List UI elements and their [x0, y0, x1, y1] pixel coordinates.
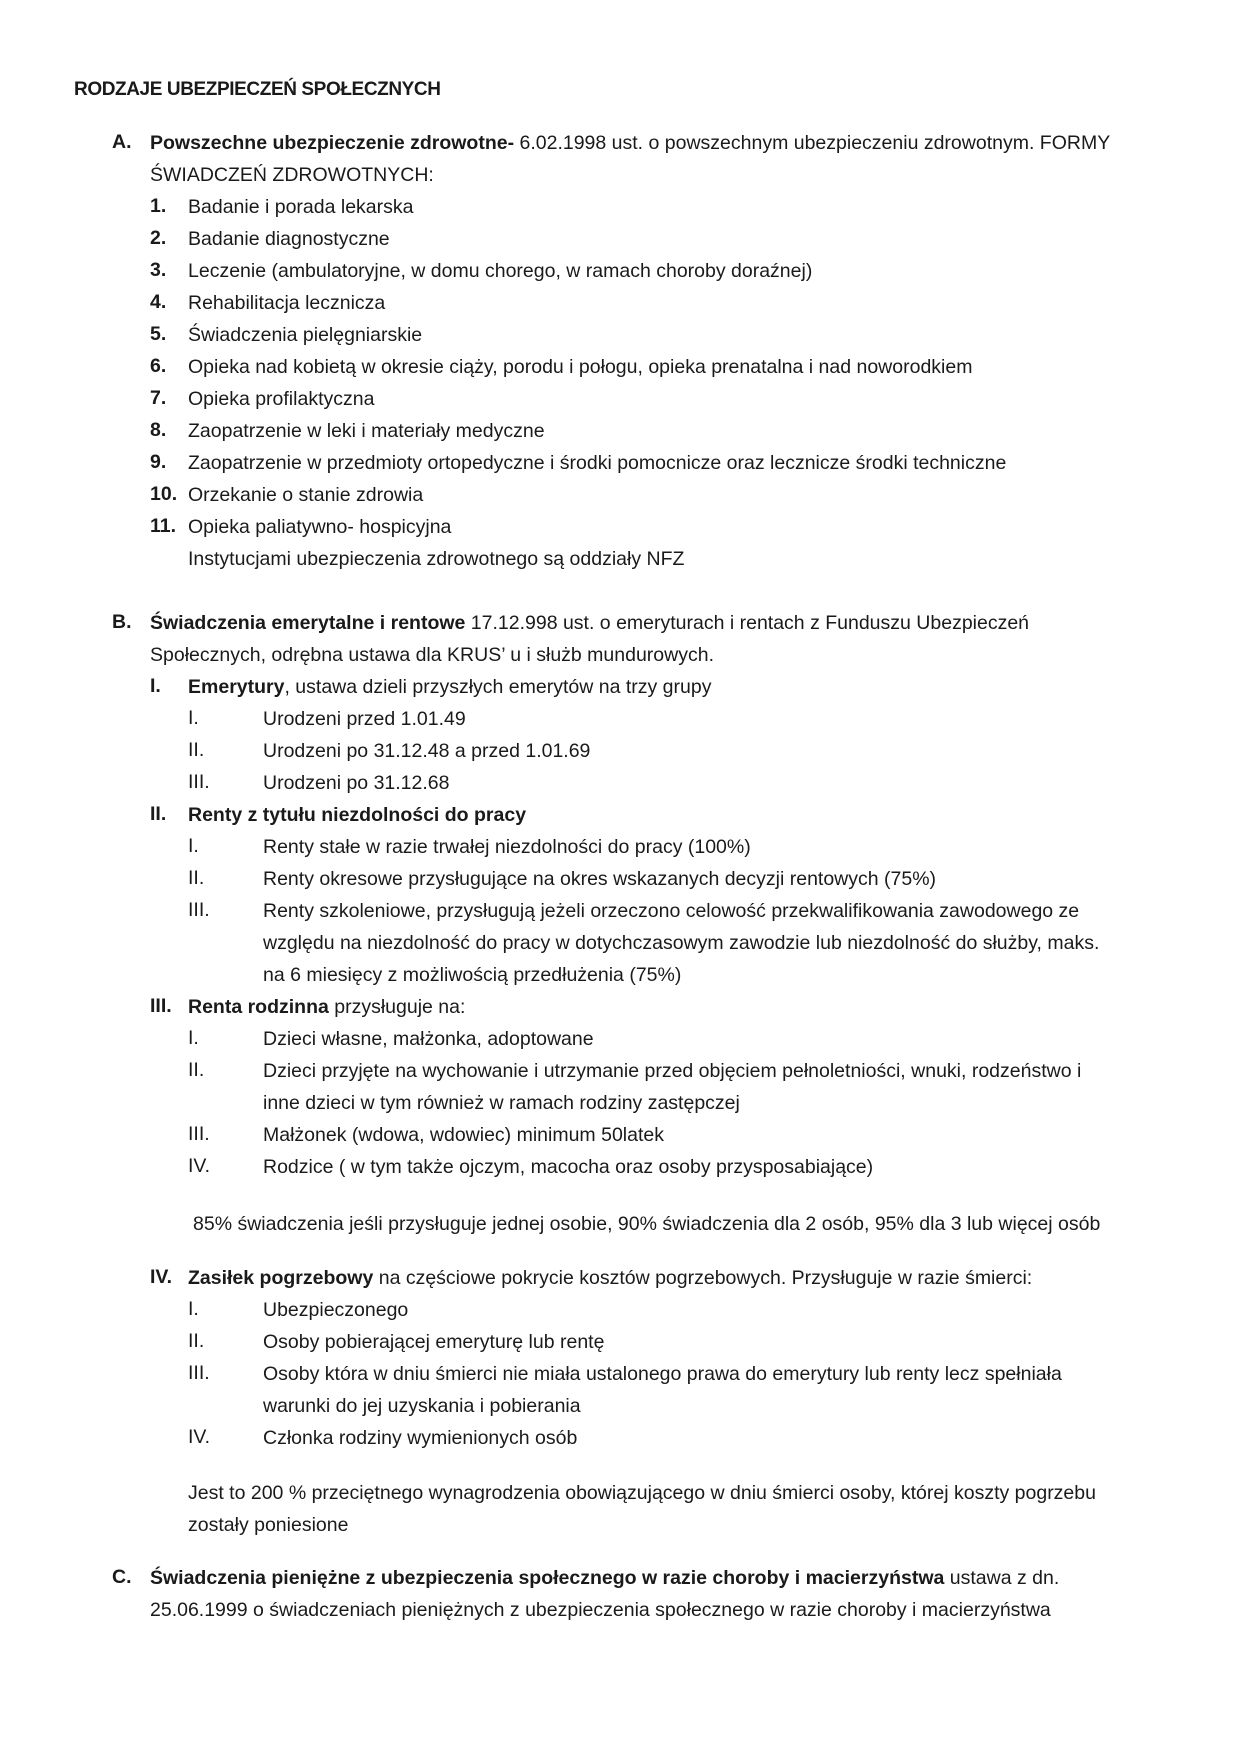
- a-item-2-text: Badanie diagnostyczne: [188, 228, 390, 250]
- a-item-9-text: Zaopatrzenie w przedmioty ortopedyczne i środki pomocnicze oraz lecznicze środki techniczne: [188, 452, 1007, 474]
- b-sub3-item-1-text: Dzieci własne, małżonka, adoptowane: [263, 1028, 594, 1050]
- b-sub4-item-2-text: Osoby pobierającej emeryturę lub rentę: [263, 1331, 605, 1353]
- section-b-text1: 17.12.998 ust. o emeryturach i rentach z Funduszu Ubezpieczeń: [465, 612, 1030, 634]
- section-a-note: Instytucjami ubezpieczenia zdrowotnego są oddziały NFZ: [188, 548, 685, 570]
- a-item-7-text: Opieka profilaktyczna: [188, 388, 375, 410]
- section-b-heading: Świadczenia emerytalne i rentowe: [150, 612, 466, 634]
- b-sub2-heading: Renty z tytułu niezdolności do pracy: [188, 804, 527, 826]
- b-sub4-item-1-number: I.: [188, 1298, 199, 1320]
- b-sub4-item-3-text1: Osoby która w dniu śmierci nie miała ustalonego prawa do emerytury lub renty lecz spełniała: [263, 1363, 1062, 1385]
- a-item-5-text: Świadczenia pielęgniarskie: [188, 324, 423, 346]
- section-b-label: B.: [112, 611, 132, 633]
- b-sub4-item-4-text: Członka rodziny wymienionych osób: [263, 1427, 578, 1449]
- section-a-label: A.: [112, 131, 132, 153]
- a-item-3-text: Leczenie (ambulatoryjne, w domu chorego, w ramach choroby doraźnej): [188, 260, 813, 282]
- b-sub1-item-2-text: Urodzeni po 31.12.48 a przed 1.01.69: [263, 740, 591, 762]
- b-sub4-item-2-number: II.: [188, 1330, 205, 1352]
- b-sub2-item-3-text3: na 6 miesięcy z możliwością przedłużenia (75%): [263, 964, 682, 986]
- b-sub3-item-1-number: I.: [188, 1027, 199, 1049]
- b-sub3-number: III.: [150, 995, 172, 1017]
- b-sub2-item-1-number: I.: [188, 835, 199, 857]
- a-item-9-number: 9.: [150, 451, 167, 473]
- a-item-4-number: 4.: [150, 291, 167, 313]
- section-b-text2: Społecznych, odrębna ustawa dla KRUS’ u i służb mundurowych.: [150, 644, 714, 666]
- b-sub1-heading: Emerytury: [188, 676, 285, 698]
- section-c-heading: Świadczenia pieniężne z ubezpieczenia społecznego w razie choroby i macierzyństwa: [150, 1567, 945, 1589]
- b-sub4-item-4-number: IV.: [188, 1426, 211, 1448]
- a-item-11-text: Opieka paliatywno- hospicyjna: [188, 516, 452, 538]
- a-item-6-number: 6.: [150, 355, 167, 377]
- a-item-2-number: 2.: [150, 227, 167, 249]
- b-sub4-note1: Jest to 200 % przeciętnego wynagrodzenia obowiązującego w dniu śmierci osoby, której koszty pogrzebu: [188, 1482, 1096, 1504]
- b-sub3-note: 85% świadczenia jeśli przysługuje jednej osobie, 90% świadczenia dla 2 osób, 95% dla 3 lub więcej osób: [193, 1213, 1101, 1235]
- section-c-text2: 25.06.1999 o świadczeniach pieniężnych z ubezpieczenia społecznego w razie choroby i macierzyństwa: [150, 1599, 1051, 1621]
- a-item-1-text: Badanie i porada lekarska: [188, 196, 414, 218]
- b-sub4-line: [188, 1266, 1032, 1290]
- b-sub3-line: [188, 995, 465, 1019]
- b-sub2-item-1-text: Renty stałe w razie trwałej niezdolności do pracy (100%): [263, 836, 751, 858]
- section-a-heading: Powszechne ubezpieczenie zdrowotne-: [150, 132, 515, 154]
- b-sub4-item-1-text: Ubezpieczonego: [263, 1299, 409, 1321]
- b-sub4-note2: zostały poniesione: [188, 1514, 349, 1536]
- a-item-6-text: Opieka nad kobietą w okresie ciąży, porodu i połogu, opieka prenatalna i nad noworodkiem: [188, 356, 973, 378]
- b-sub4-item-3-text2: warunki do jej uzyskania i pobierania: [263, 1395, 581, 1417]
- b-sub3-item-4-text: Rodzice ( w tym także ojczym, macocha oraz osoby przysposabiające): [263, 1156, 874, 1178]
- section-a-text2: ŚWIADCZEŃ ZDROWOTNYCH:: [150, 164, 434, 186]
- section-c-label: C.: [112, 1566, 132, 1588]
- b-sub3-item-2-text2: inne dzieci w tym również w ramach rodziny zastępczej: [263, 1092, 740, 1114]
- a-item-3-number: 3.: [150, 259, 167, 281]
- b-sub2-number: II.: [150, 803, 167, 825]
- a-item-10-text: Orzekanie o stanie zdrowia: [188, 484, 424, 506]
- b-sub1-rest: , ustawa dzieli przyszłych emerytów na trzy grupy: [284, 676, 712, 698]
- a-item-8-text: Zaopatrzenie w leki i materiały medyczne: [188, 420, 545, 442]
- document-title: RODZAJE UBEZPIECZEŃ SPOŁECZNYCH: [74, 79, 441, 100]
- b-sub3-item-2-text1: Dzieci przyjęte na wychowanie i utrzymanie przed objęciem pełnoletniości, wnuki, rodzeństwo i: [263, 1060, 1082, 1082]
- a-item-1-number: 1.: [150, 195, 167, 217]
- b-sub3-item-3-number: III.: [188, 1123, 210, 1145]
- a-item-10-number: 10.: [150, 483, 178, 505]
- b-sub4-number: IV.: [150, 1266, 173, 1288]
- b-sub1-item-1-text: Urodzeni przed 1.01.49: [263, 708, 466, 730]
- section-b-heading-line: [150, 611, 1029, 635]
- b-sub1-item-1-number: I.: [188, 707, 199, 729]
- b-sub1-number: I.: [150, 675, 161, 697]
- b-sub1-item-3-text: Urodzeni po 31.12.68: [263, 772, 450, 794]
- b-sub2-item-2-text: Renty okresowe przysługujące na okres wskazanych decyzji rentowych (75%): [263, 868, 937, 890]
- b-sub4-heading: Zasiłek pogrzebowy: [188, 1267, 374, 1289]
- b-sub1-line: [188, 675, 711, 699]
- b-sub2-item-3-number: III.: [188, 899, 210, 921]
- a-item-11-number: 11.: [150, 515, 177, 537]
- b-sub3-heading: Renta rodzinna: [188, 996, 329, 1018]
- a-item-7-number: 7.: [150, 387, 167, 409]
- b-sub4-rest: na częściowe pokrycie kosztów pogrzebowych. Przysługuje w razie śmierci:: [373, 1267, 1033, 1289]
- a-item-8-number: 8.: [150, 419, 167, 441]
- b-sub3-item-2-number: II.: [188, 1059, 205, 1081]
- b-sub2-item-3-text1: Renty szkoleniowe, przysługują jeżeli orzeczono celowość przekwalifikowania zawodowego ze: [263, 900, 1080, 922]
- b-sub2-item-3-text2: względu na niezdolność do pracy w dotychczasowym zawodzie lub niezdolność do służby, maks.: [263, 932, 1100, 954]
- b-sub3-item-4-number: IV.: [188, 1155, 211, 1177]
- section-a-heading-line: [150, 131, 1110, 155]
- b-sub4-item-3-number: III.: [188, 1362, 210, 1384]
- section-a-text1: 6.02.1998 ust. o powszechnym ubezpieczeniu zdrowotnym. FORMY: [514, 132, 1111, 154]
- b-sub1-item-2-number: II.: [188, 739, 205, 761]
- b-sub2-item-2-number: II.: [188, 867, 205, 889]
- a-item-4-text: Rehabilitacja lecznicza: [188, 292, 386, 314]
- b-sub1-item-3-number: III.: [188, 771, 210, 793]
- b-sub3-rest: przysługuje na:: [328, 996, 466, 1018]
- a-item-5-number: 5.: [150, 323, 167, 345]
- b-sub3-item-3-text: Małżonek (wdowa, wdowiec) minimum 50latek: [263, 1124, 664, 1146]
- section-c-heading-line: [150, 1566, 1059, 1590]
- section-c-text1: ustawa z dn.: [944, 1567, 1060, 1589]
